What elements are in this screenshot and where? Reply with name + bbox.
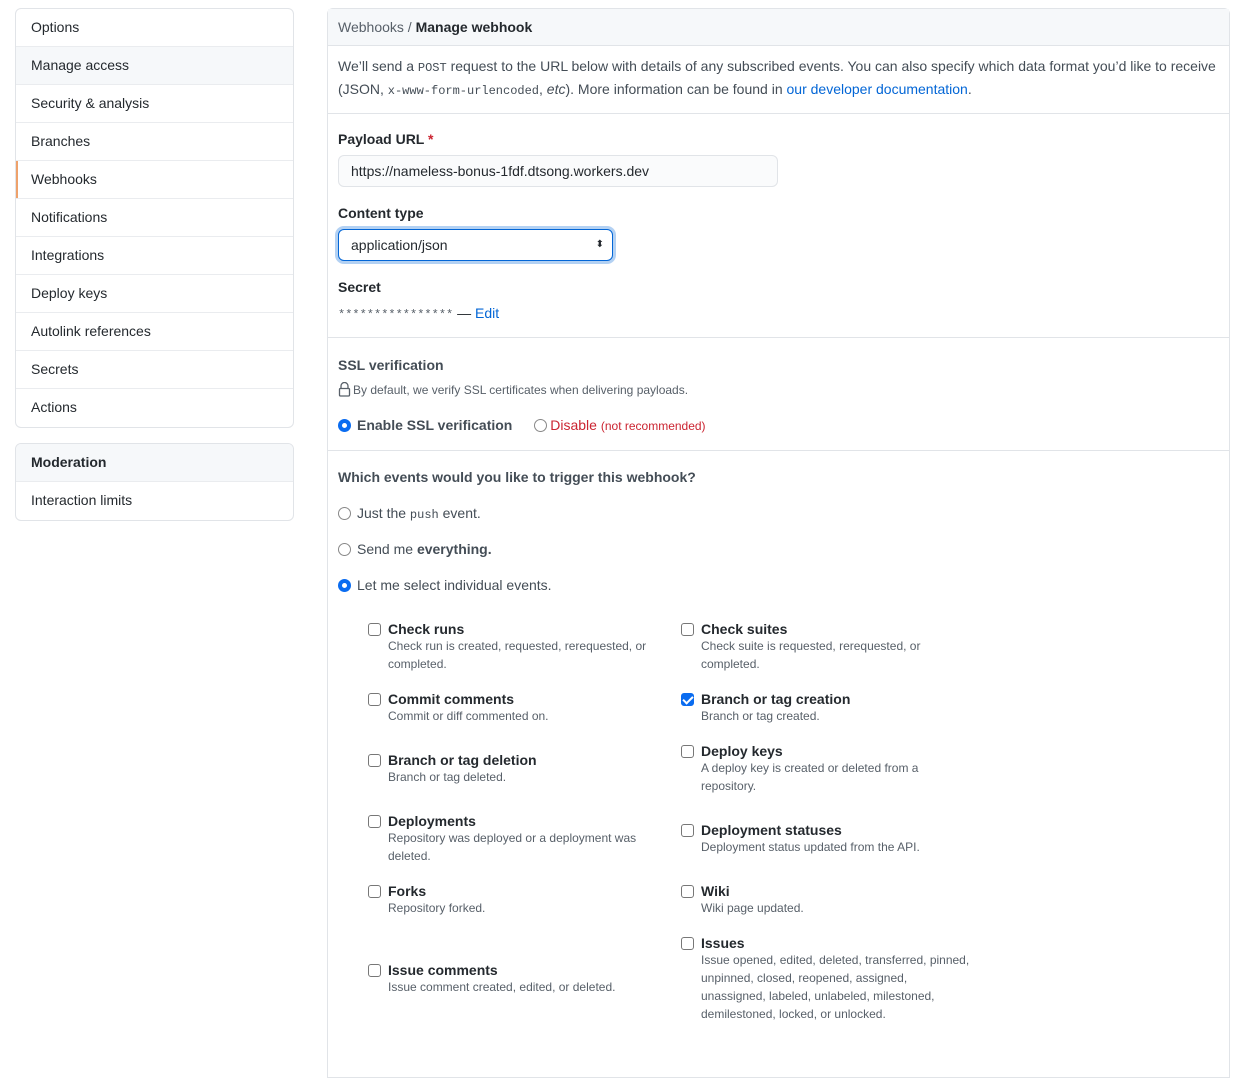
event-description: Wiki page updated.	[701, 901, 804, 915]
ssl-label: SSL verification	[338, 357, 444, 373]
secret-label: Secret	[338, 279, 381, 295]
breadcrumb	[328, 9, 1229, 46]
content-type-label: Content type	[338, 205, 424, 221]
event-checkbox[interactable]	[368, 815, 381, 828]
page-title: Manage webhook	[415, 19, 533, 35]
intro-part: .	[967, 81, 972, 97]
event-checkbox[interactable]	[368, 885, 381, 898]
intro-part: request to the URL below with details of any subscribed events. You can also specify which data format you’d like to receive (JSON,	[338, 58, 1216, 97]
ssl-note: By default, we verify SSL certificates when delivering payloads.	[338, 382, 1219, 397]
event-option-everything[interactable]: Send me everything.	[338, 541, 1219, 577]
event-description: A deploy key is created or deleted from a repository.	[701, 761, 919, 793]
sidebar-item-security-analysis[interactable]: Security & analysis	[16, 85, 293, 123]
sidebar-item-notifications[interactable]: Notifications	[16, 199, 293, 237]
event-item[interactable]	[681, 929, 971, 1035]
secret-masked: ****************	[338, 308, 454, 322]
event-item[interactable]	[681, 615, 971, 685]
sidebar-item-interaction-limits[interactable]: Interaction limits	[31, 492, 133, 508]
event-description: Repository was deployed or a deployment was deleted.	[388, 831, 637, 863]
sidebar-item-actions[interactable]: Actions	[31, 399, 77, 415]
sidebar-item-autolink-references[interactable]: Autolink references	[16, 313, 293, 351]
sidebar-item-secrets[interactable]: Secrets	[16, 351, 293, 389]
event-item[interactable]	[368, 685, 681, 737]
event-item[interactable]	[368, 877, 681, 929]
content-type-value: application/json	[351, 237, 448, 253]
event-description: Deployment status updated from the API.	[701, 840, 920, 854]
events-question: Which events would you like to trigger this webhook?	[338, 469, 696, 485]
event-description: Repository forked.	[388, 901, 486, 915]
event-description: Commit or diff commented on.	[388, 709, 549, 723]
event-checkbox[interactable]	[681, 623, 694, 636]
breadcrumb-webhooks-link[interactable]: Webhooks	[338, 19, 404, 35]
moderation-menu	[15, 443, 294, 521]
event-item[interactable]	[681, 685, 971, 737]
event-item[interactable]	[368, 615, 681, 685]
event-checkbox[interactable]	[368, 623, 381, 636]
event-title: Forks	[388, 883, 427, 899]
payload-url-input[interactable]: https://nameless-bonus-1fdf.dtsong.workers.dev	[338, 155, 778, 187]
event-checkbox[interactable]	[368, 693, 381, 706]
intro-code-post: POST	[417, 61, 447, 75]
event-description: Check suite is requested, rerequested, or completed.	[701, 639, 921, 671]
push-radio[interactable]	[338, 507, 351, 520]
event-title: Check runs	[388, 621, 465, 637]
event-checkbox[interactable]	[681, 745, 694, 758]
event-option-individual[interactable]: Let me select individual events.	[338, 577, 1219, 613]
event-checkbox[interactable]	[681, 885, 694, 898]
intro-code-format: x-www-form-urlencoded	[387, 84, 540, 98]
sidebar-item-options[interactable]: Options	[16, 9, 293, 47]
event-description: Check run is created, requested, rerequested, or completed.	[388, 639, 647, 671]
event-title: Issues	[701, 935, 745, 951]
intro-part: We’ll send a	[338, 58, 418, 74]
webhook-panel	[327, 8, 1230, 1078]
everything-radio[interactable]	[338, 543, 351, 556]
event-item[interactable]	[681, 816, 971, 868]
sidebar-item-deploy-keys[interactable]: Deploy keys	[16, 275, 293, 313]
event-item[interactable]	[368, 746, 681, 798]
event-checkbox[interactable]	[368, 964, 381, 977]
event-item[interactable]	[368, 807, 681, 877]
event-title: Issue comments	[388, 962, 498, 978]
event-description: Branch or tag created.	[701, 709, 820, 723]
intro-text	[328, 46, 1229, 114]
event-checkbox[interactable]	[681, 693, 694, 706]
event-title: Deploy keys	[701, 743, 783, 759]
ssl-disable-option[interactable]: Disable (not recommended)	[534, 417, 705, 433]
breadcrumb-separator: /	[403, 19, 416, 35]
event-checkbox-grid	[338, 615, 1219, 1035]
individual-radio[interactable]	[338, 579, 351, 592]
event-checkbox[interactable]	[368, 754, 381, 767]
sidebar-item-branches[interactable]: Branches	[16, 123, 293, 161]
event-item[interactable]	[681, 737, 971, 807]
event-checkbox[interactable]	[681, 937, 694, 950]
secret-dash: —	[453, 305, 475, 321]
settings-menu	[15, 8, 294, 428]
sidebar-item-webhooks[interactable]: Webhooks	[16, 161, 293, 199]
event-title: Check suites	[701, 621, 788, 637]
intro-part: ). More information can be found in	[565, 81, 787, 97]
required-marker: *	[428, 131, 434, 147]
event-description: Issue opened, edited, deleted, transferred, pinned, unpinned, closed, reopened, assigned, unassigned, labeled, unlabeled, milestoned, demilestoned, locked, or unlocked.	[701, 953, 970, 1021]
secret-edit-link[interactable]: Edit	[475, 305, 500, 321]
lock-icon	[338, 382, 351, 397]
event-title: Deployments	[388, 813, 476, 829]
event-title: Branch or tag deletion	[388, 752, 537, 768]
ssl-enable-option[interactable]: Enable SSL verification	[338, 417, 512, 433]
payload-url-label: Payload URL *	[338, 131, 434, 147]
ssl-disable-radio[interactable]	[534, 419, 547, 432]
event-title: Branch or tag creation	[701, 691, 851, 707]
sidebar-item-integrations[interactable]: Integrations	[16, 237, 293, 275]
content-type-select[interactable]	[338, 229, 613, 261]
event-title: Wiki	[701, 883, 730, 899]
intro-part: ,	[539, 81, 547, 97]
select-arrows-icon: ⬍	[595, 239, 604, 250]
event-option-push[interactable]: Just the push event.	[338, 505, 1219, 541]
event-item[interactable]	[681, 877, 971, 929]
event-title: Commit comments	[388, 691, 515, 707]
event-title: Deployment statuses	[701, 822, 842, 838]
event-description: Branch or tag deleted.	[388, 770, 507, 784]
sidebar-item-manage-access[interactable]: Manage access	[16, 47, 293, 85]
ssl-enable-radio[interactable]	[338, 419, 351, 432]
event-checkbox[interactable]	[681, 824, 694, 837]
developer-docs-link[interactable]: our developer documentation	[786, 81, 968, 97]
event-item[interactable]	[368, 956, 681, 1008]
intro-etc: etc	[546, 81, 566, 97]
event-description: Issue comment created, edited, or deleted.	[388, 980, 616, 994]
moderation-heading: Moderation	[16, 444, 293, 482]
